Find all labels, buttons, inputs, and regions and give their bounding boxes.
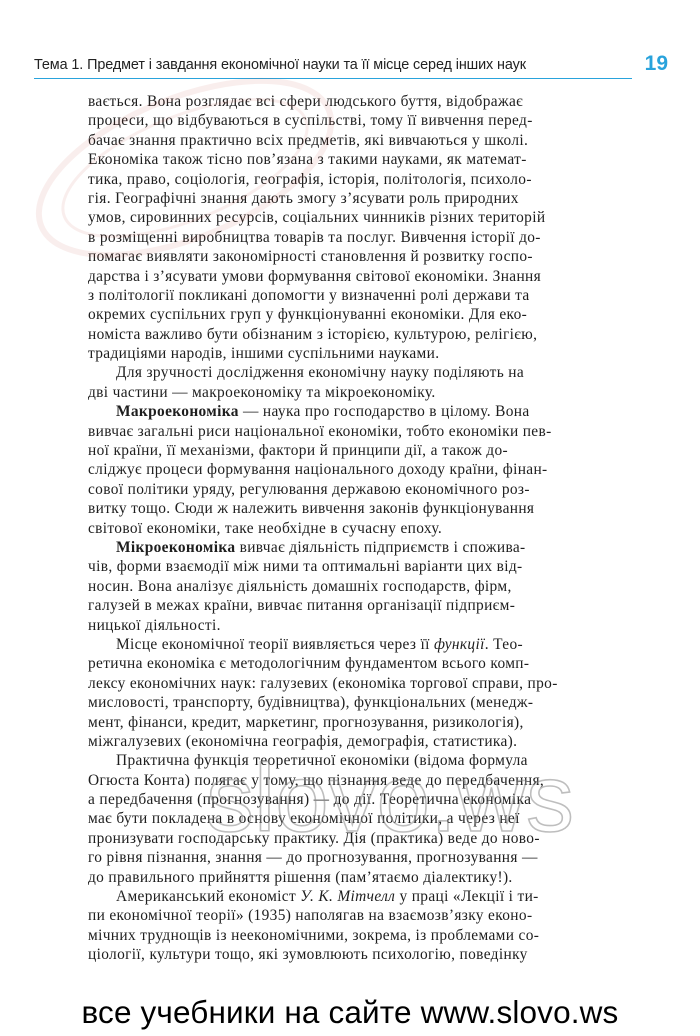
text-line [88,868,633,887]
text-segment: Для зручності дослідження економічну науку поділяють на [116,364,525,382]
text-segment: го рівня пізнання, знання — до прогнозування, прогнозування — [88,849,538,867]
text-segment: помагає виявляти закономірності становлення й розвитку госпо- [88,248,533,266]
text-segment: чів, форми взаємодії між ними та оптимальні варіанти цих від- [88,558,523,576]
text-line [88,247,633,266]
text-line [88,693,633,712]
text-line [88,131,633,150]
text-line [88,906,633,925]
text-segment: ної країни, її механізми, фактори й принципи дії, а також до- [88,442,508,460]
text-line [88,732,633,751]
footer-banner: все учебники на сайте www.slovo.ws [81,994,619,1030]
text-segment: носин. Вона аналізує діяльність домашніх господарств, фірм, [88,577,512,595]
text-line [88,325,633,344]
text-line [88,654,633,673]
text-segment: в розміщенні виробництва товарів та послуг. Вивчення історії до- [88,228,541,246]
text-segment: ницької діяльності. [88,616,221,634]
text-line [88,771,633,790]
bold-term: Мікроекономіка [116,538,236,556]
text-segment: окремих суспільних груп у функціонуванні економіки. Для еко- [88,306,528,324]
text-line [88,848,633,867]
italic-term: У. К. Мітчелл [300,888,396,906]
text-line [88,189,633,208]
text-segment: а передбачення (прогнозування) — до дії. Теоретична економіка [88,791,532,809]
text-line [88,267,633,286]
text-line [88,150,633,169]
text-segment: мисловості, транспорту, будівництва), функціональних (менедж- [88,694,534,712]
text-segment: сліджує процеси формування національного доходу країни, фінан- [88,461,548,479]
text-line [88,460,633,479]
text-line [88,829,633,848]
text-line [88,499,633,518]
text-segment: дарства і з’ясувати умови формування світової економіки. Знання [88,267,542,285]
text-line [88,344,633,363]
text-segment: гія. Географічні знання дають змогу з’ясувати роль природних [88,189,519,207]
text-segment: умов, сировинних ресурсів, соціальних чинників різних територій [88,209,546,227]
text-segment: міжгалузевих (економічна географія, демографія, статистика). [88,732,518,750]
page-header [34,52,668,78]
text-line [88,538,633,557]
text-line [88,208,633,227]
text-segment: лексу економічних наук: галузевих (економіка торгової справи, про- [88,674,558,692]
text-line [88,945,633,964]
text-line [88,596,633,615]
text-segment: вивчає діяльність підприємств і спожива- [235,538,526,556]
text-line [88,363,633,382]
page-number: 19 [644,52,668,75]
text-line [88,92,633,111]
text-line [88,111,633,130]
text-segment: до правильного прийняття рішення (пам’ятаємо діалектику!). [88,868,513,886]
text-line [88,790,633,809]
text-segment: . Тео- [484,635,523,653]
text-line [88,170,633,189]
text-segment: Практична функція теоретичної економіки (відома формула [116,752,528,770]
text-line [88,577,633,596]
text-line [88,480,633,499]
text-segment: вається. Вона розглядає всі сфери людського буття, відображає [88,93,524,110]
text-segment: — наука про господарство в цілому. Вона [238,403,530,421]
text-line [88,402,633,421]
text-segment: пронизувати господарську практику. Дія (практика) веде до ново- [88,829,540,847]
text-segment: ціології, культури тощо, які зумовлюють психологію, поведінку [88,946,528,964]
text-segment: витку тощо. Сюди ж належить вивчення законів функціонування [88,500,535,518]
text-line [88,519,633,538]
text-segment: ретична економіка є методологічним фундаментом всього комп- [88,655,530,673]
text-line [88,286,633,305]
text-segment: у праці «Лекції і ти- [395,888,539,906]
text-segment: світової економіки, таке необхідне в сучасну епоху. [88,519,443,537]
text-segment: з політології покликані допомогти у визначенні ролі держави та [88,286,530,304]
text-line [88,751,633,770]
text-segment: номіста важливо бути обізнаним з історією, культурою, релігією, [88,325,538,343]
text-line [88,441,633,460]
text-segment: традиціями народів, іншими суспільними науками. [88,345,440,363]
text-line [88,383,633,402]
text-segment: процеси, що відбуваються в суспільстві, тому її вивчення перед- [88,112,533,130]
text-segment: Американський економіст [116,888,301,906]
text-segment: мічних труднощів із неекономічними, зокрема, із проблемами со- [88,926,540,944]
text-line [88,616,633,635]
text-segment: вивчає загальні риси національної економіки, тобто економіки пев- [88,422,552,440]
text-line [88,422,633,441]
body-text [88,92,633,965]
header-rule [34,78,632,79]
text-line [88,713,633,732]
text-segment: Економіка також тісно пов’язана з такими науками, як математ- [88,151,527,169]
bold-term: Макроекономіка [116,403,239,421]
text-line [88,228,633,247]
text-segment: бачає знання практично всіх предметів, які вивчаються у школі. [88,131,529,149]
text-line [88,305,633,324]
text-segment: сової політики уряду, регулювання державою економічного роз- [88,480,530,498]
italic-term: функції [433,635,485,653]
text-segment: пи економічної теорії» (1935) наполягав на взаємозв’язку еконо- [88,907,533,925]
text-segment: має бути покладена в основу економічної політики, а через неї [88,810,520,828]
text-segment: дві частини — макроекономіку та мікроекономіку. [88,383,436,401]
text-segment: Місце економічної теорії виявляється через її [116,635,434,653]
text-line [88,635,633,654]
text-segment: галузей в межах країни, вивчає питання організації підприєм- [88,597,516,615]
text-segment: мент, фінанси, кредит, маркетинг, прогнозування, ризикологія), [88,713,524,731]
running-head-title: Тема 1. Предмет і завдання економічної науки та її місце серед інших наук [34,57,526,73]
text-segment: тика, право, соціологія, географія, історія, політологія, психоло- [88,170,532,188]
text-line [88,557,633,576]
text-line [88,887,633,906]
text-line [88,809,633,828]
text-line [88,674,633,693]
text-segment: Огюста Конта) полягає у тому, що пізнання веде до передбачення, [88,771,545,789]
text-line [88,926,633,945]
